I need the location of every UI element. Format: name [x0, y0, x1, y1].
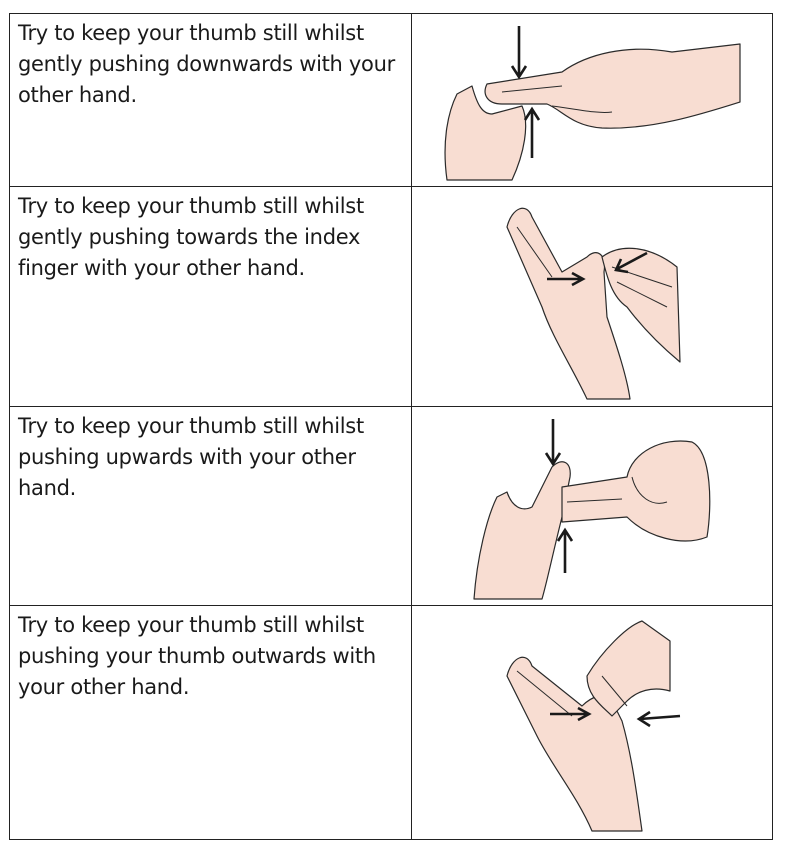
- instruction-text: Try to keep your thumb still whilst pushing upwards with your other hand.: [10, 407, 412, 606]
- exercise-table: [9, 13, 773, 840]
- hand-push-down-illustration: [412, 14, 772, 186]
- instruction-text: Try to keep your thumb still whilst gently pushing towards the index finger with your other hand.: [10, 187, 412, 407]
- instruction-text: Try to keep your thumb still whilst gently pushing downwards with your other hand.: [10, 14, 412, 187]
- illustration-cell: [412, 407, 773, 606]
- illustration-cell: [412, 187, 773, 407]
- illustration-cell: [412, 14, 773, 187]
- hand-push-toward-index-illustration: [412, 187, 772, 406]
- illustration-cell: [412, 606, 773, 840]
- table-row: [10, 606, 773, 840]
- hand-push-outward-illustration: [412, 606, 772, 839]
- hand-push-up-illustration: [412, 407, 772, 605]
- table-row: [10, 187, 773, 407]
- table-row: [10, 14, 773, 187]
- instruction-text: Try to keep your thumb still whilst pushing your thumb outwards with your other hand.: [10, 606, 412, 840]
- table-row: [10, 407, 773, 606]
